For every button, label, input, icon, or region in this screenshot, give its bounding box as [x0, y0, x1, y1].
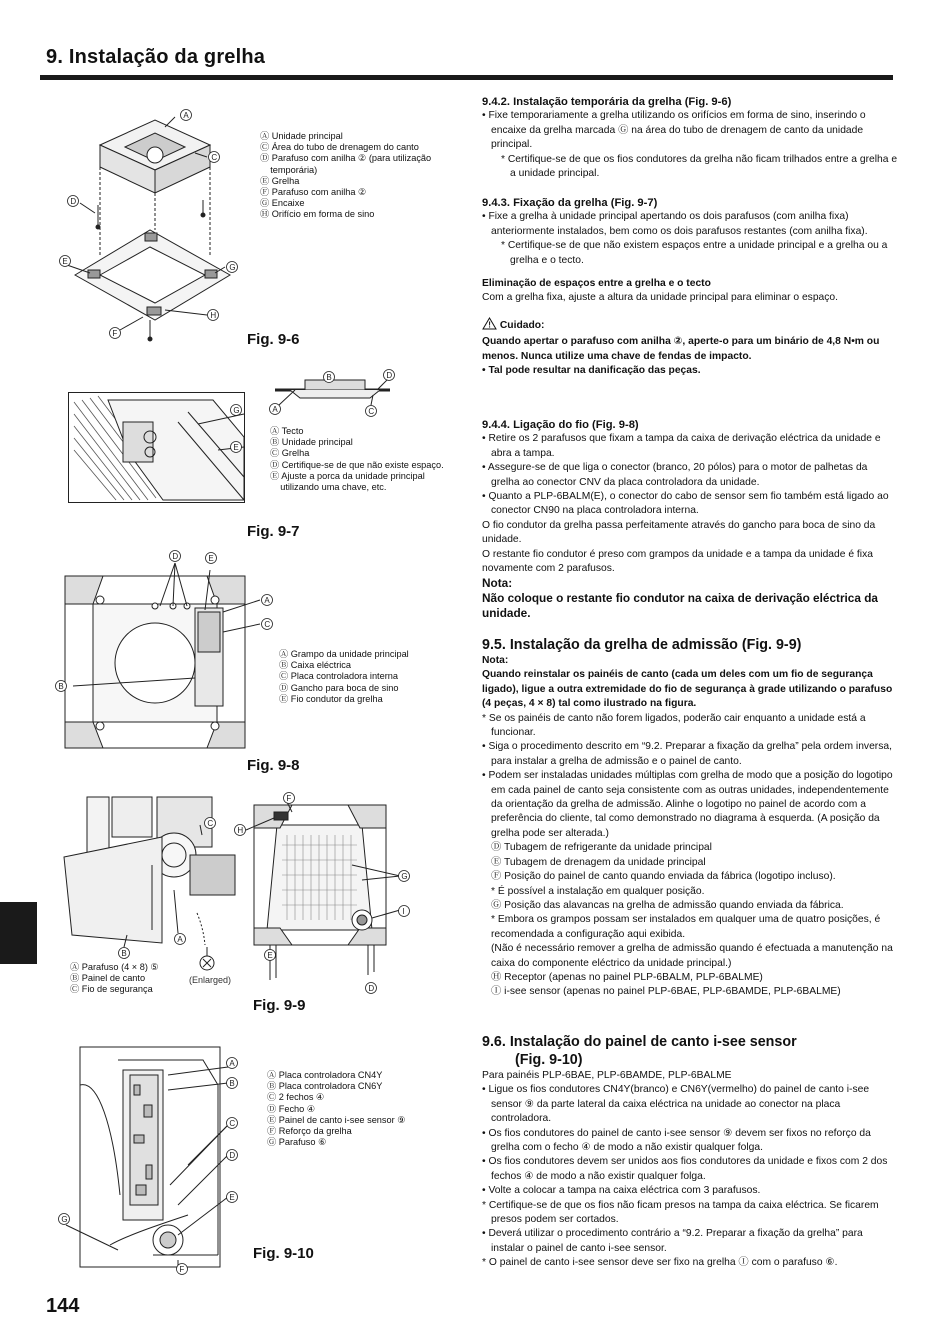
fig-9-6-caption: Fig. 9-6 — [247, 331, 300, 348]
fig-9-8-legend — [279, 649, 409, 705]
section-9-4-3 — [482, 196, 898, 378]
svg-text:G: G — [229, 263, 236, 272]
svg-text:C: C — [207, 819, 214, 828]
legend-item: Ⓒ 2 fechos ④ — [267, 1092, 325, 1103]
intro-text: Para painéis PLP-6BAE, PLP-6BAMDE, PLP-6BALME — [482, 1070, 732, 1081]
section-heading: 9.4.2. Instalação temporária da grelha (Fig. 9-6) — [482, 96, 732, 108]
section-heading: 9.4.3. Fixação da grelha (Fig. 9-7) — [482, 197, 658, 209]
bullet-item: • Quanto a PLP-6BALM(E), o conector do cabo de sensor sem fio também está ligado ao conector CN90 na placa controladora interna. — [482, 491, 889, 517]
svg-text:A: A — [183, 111, 189, 120]
page-title: 9. Instalação da grelha — [46, 46, 266, 68]
bullet-item: • Fixe a grelha à unidade principal apertando os dois parafusos (com anilha fixa) anteriormente instalados, bem como os dois parafusos restantes (com anilha fixa). — [482, 211, 868, 237]
legend-item: Ⓔ Fio condutor da grelha — [279, 693, 383, 704]
legend-item: Ⓒ Placa controladora interna — [279, 671, 398, 682]
svg-text:D: D — [172, 552, 179, 561]
legend-item: Ⓓ Parafuso com anilha ② (para utilização — [260, 153, 432, 164]
warning-triangle-icon — [482, 317, 497, 335]
legend-item: Ⓑ Placa controladora CN6Y — [267, 1081, 383, 1092]
fig-9-7-section-drawing — [265, 365, 400, 420]
fig-9-7-legend — [270, 426, 444, 493]
svg-text:I: I — [402, 907, 405, 916]
legend-item: Ⓔ Painel de canto i-see sensor ⑨ — [267, 1114, 406, 1125]
svg-text:B: B — [121, 949, 127, 958]
svg-text:F: F — [179, 1265, 185, 1274]
fig-9-6-legend — [260, 131, 431, 221]
legend-item: Ⓒ Área do tubo de drenagem do canto — [260, 142, 419, 153]
legend-item: Ⓔ Grelha — [260, 175, 300, 186]
fig-9-9-enlarged-label: (Enlarged) — [189, 975, 232, 985]
svg-text:D: D — [70, 197, 77, 206]
bullet-item: • Assegure-se de que liga o conector (branco, 20 pólos) para o motor de palhetas da grelha ao conector CNV da placa controladora da unidade. — [482, 462, 868, 488]
bullet-item: • Retire os 2 parafusos que fixam a tampa da caixa de derivação eléctrica da unidade e abra a tampa. — [482, 433, 881, 459]
note-title: Nota: — [482, 655, 509, 666]
fig-9-10-caption: Fig. 9-10 — [253, 1245, 314, 1262]
caution-title: Cuidado: — [499, 319, 545, 331]
svg-text:D: D — [368, 984, 375, 993]
fig-9-7-caption: Fig. 9-7 — [247, 523, 300, 540]
svg-text:B: B — [326, 373, 332, 382]
gap-elimination-text: Com a grelha fixa, ajuste a altura da unidade principal para eliminar o espaço. — [482, 292, 839, 304]
bullet-item: • Os fios condutores do painel de canto i-see sensor ⑨ devem ser fixos no reforço da grelha com o fecho ④ de modo a não existir qualquer folga. — [482, 1127, 871, 1154]
fig-9-9-legend — [70, 962, 159, 996]
svg-text:H: H — [237, 826, 244, 835]
fig-9-9-left-drawing — [62, 795, 237, 970]
bullet-item: • Fixe temporariamente a grelha utilizando os orifícios em forma de sino, inserindo o encaixe da grelha marcada Ⓖ na área do tubo de drenagem de canto da unidade principal. — [482, 110, 866, 151]
title-rule — [40, 75, 893, 80]
section-9-4-4 — [482, 418, 898, 620]
legend-item: Ⓑ Caixa eléctrica — [279, 660, 351, 671]
svg-text:G: G — [61, 1215, 68, 1224]
svg-text:D: D — [386, 371, 393, 380]
legend-item: Ⓖ Encaixe — [260, 198, 305, 209]
fig-9-10-legend — [267, 1070, 405, 1148]
svg-text:F: F — [286, 794, 292, 803]
section-heading-continued: (Fig. 9-10) — [515, 1052, 583, 1068]
section-heading: 9.5. Instalação da grelha de admissão (Fig. 9-9) — [482, 637, 802, 653]
svg-text:F: F — [112, 329, 118, 338]
caution-bullet: • Tal pode resultar na danificação das peças. — [482, 365, 701, 377]
section-9-5 — [482, 636, 898, 1000]
item-e: Ⓔ Tubagem de drenagem da unidade principal — [491, 856, 706, 868]
legend-item: Ⓐ Placa controladora CN4Y — [267, 1070, 383, 1080]
svg-text:!: ! — [488, 320, 491, 330]
legend-item: temporária) — [260, 164, 318, 175]
svg-text:B: B — [58, 682, 64, 691]
note-item: * Certifique-se de que os fios condutores da grelha não ficam trilhados entre a grelha e a unidade principal. — [501, 153, 898, 180]
section-9-6 — [482, 1033, 898, 1271]
fig-9-9-enlarged-drawing — [196, 945, 218, 975]
legend-item: Ⓐ Grampo da unidade principal — [279, 649, 409, 659]
note-title: Nota: — [482, 576, 513, 591]
note-item: * Certifique-se de que os fios não ficam presos na tampa da caixa eléctrica. Se ficarem presos podem ser cortados. — [482, 1199, 879, 1226]
svg-text:B: B — [229, 1079, 235, 1088]
fig-9-7-drawing — [68, 392, 248, 504]
note-item: * Se os painéis de canto não forem ligados, poderão cair enquanto a unidade está a funcionar. — [482, 712, 866, 739]
paragraph: O fio condutor da grelha passa perfeitamente através do gancho para boca de sino da unidade. — [482, 519, 876, 546]
svg-text:D: D — [229, 1151, 236, 1160]
paragraph: O restante fio condutor é preso com grampos da unidade e a tampa da unidade é fixa novamente com 2 parafusos. — [482, 548, 873, 575]
bullet-item: • Deverá utilizar o procedimento contrário a “9.2. Preparar a fixação da grelha” para instalar o painel de canto i-see sensor. — [482, 1228, 863, 1254]
item-h: Ⓗ Receptor (apenas no painel PLP-6BALM, PLP-6BALME) — [491, 971, 763, 983]
legend-item: Ⓒ Grelha — [270, 448, 310, 459]
svg-text:A: A — [229, 1059, 235, 1068]
note-text: Não coloque o restante fio condutor na caixa de derivação eléctrica da unidade. — [482, 591, 878, 620]
legend-item: Ⓐ Parafuso (4 × 8) ⑤ — [70, 962, 159, 972]
fig-9-7-callouts — [225, 400, 247, 460]
fig-9-9-right-drawing — [232, 790, 417, 995]
bullet-item: • Siga o procedimento descrito em “9.2. Preparar a fixação da grelha” pela ordem inversa, para instalar a grelha de admissão e o painel de canto. — [482, 741, 892, 767]
legend-item: Ⓐ Tecto — [270, 426, 304, 436]
svg-text:C: C — [229, 1119, 236, 1128]
legend-item: Ⓑ Painel de canto — [70, 973, 146, 984]
item-g-note-2: (Não é necessário remover a grelha de admissão quando é efectuada a manutenção na caixa do componente eléctrico da unidade principal.) — [491, 943, 893, 969]
caution-block — [482, 317, 898, 335]
svg-text:C: C — [264, 620, 271, 629]
legend-item: utilizando uma chave, etc. — [270, 482, 387, 493]
svg-text:A: A — [177, 935, 183, 944]
item-d: Ⓓ Tubagem de refrigerante da unidade principal — [491, 842, 712, 854]
note-item: * O painel de canto i-see sensor deve ser fixo na grelha Ⓘ com o parafuso ⑥. — [482, 1257, 838, 1269]
legend-item: Ⓕ Parafuso com anilha ② — [260, 187, 367, 198]
note-text: Quando reinstalar os painéis de canto (cada um deles com um fio de segurança ligado), ligue a outra extremidade do fio de segurança à grade utilizando o parafuso (4 peças, 4 × 8) tal como ilustrado na figura. — [482, 669, 893, 710]
legend-item: Ⓑ Unidade principal — [270, 437, 353, 448]
svg-text:E: E — [208, 554, 214, 563]
item-f-note: * É possível a instalação em qualquer posição. — [491, 885, 705, 897]
fig-9-9-caption: Fig. 9-9 — [253, 997, 306, 1014]
legend-item: Ⓓ Certifique-se de que não existe espaço. — [270, 459, 444, 470]
bullet-item: • Ligue os fios condutores CN4Y(branco) e CN6Y(vermelho) do painel de canto i-see sensor ⑨ da parte lateral da caixa eléctrica na unidade ao conector na placa controladora. — [482, 1084, 870, 1125]
svg-text:C: C — [211, 153, 218, 162]
page-number: 144 — [46, 1295, 80, 1317]
svg-text:C: C — [368, 407, 375, 416]
section-tab-marker — [0, 902, 37, 964]
fig-9-6-drawing — [55, 105, 250, 345]
item-i: Ⓘ i-see sensor (apenas no painel PLP-6BAE, PLP-6BAMDE, PLP-6BALME) — [491, 986, 841, 998]
item-f: Ⓕ Posição do painel de canto quando enviada da fábrica (logotipo incluso). — [491, 871, 836, 883]
fig-9-10-drawing — [58, 1045, 243, 1275]
legend-item: Ⓔ Ajuste a porca da unidade principal — [270, 470, 425, 481]
legend-item: Ⓐ Unidade principal — [260, 131, 343, 141]
section-heading: 9.4.4. Ligação do fio (Fig. 9-8) — [482, 419, 639, 431]
legend-item: Ⓖ Parafuso ⑥ — [267, 1137, 327, 1148]
section-9-4-2 — [482, 95, 898, 181]
legend-item: Ⓗ Orifício em forma de sino — [260, 209, 375, 220]
fig-9-8-caption: Fig. 9-8 — [247, 757, 300, 774]
bullet-item: • Os fios condutores devem ser unidos aos fios condutores da unidade e fixos com 2 dos fechos ④ de modo a não existir qualquer folga. — [482, 1156, 888, 1182]
svg-text:H: H — [210, 311, 217, 320]
svg-text:G: G — [233, 406, 240, 415]
svg-text:E: E — [233, 443, 239, 452]
legend-item: Ⓓ Gancho para boca de sino — [279, 682, 399, 693]
bullet-item: • Volte a colocar a tampa na caixa eléctrica com 3 parafusos. — [482, 1185, 761, 1197]
svg-text:E: E — [267, 951, 273, 960]
caution-text: Quando apertar o parafuso com anilha ②, aperte-o para um binário de 4,8 N•m ou menos. Nunca utilize uma chave de fendas de impacto. — [482, 336, 880, 362]
legend-item: Ⓓ Fecho ④ — [267, 1103, 316, 1114]
svg-text:E: E — [62, 257, 68, 266]
item-g: Ⓖ Posição das alavancas na grelha de admissão quando enviada da fábrica. — [491, 899, 844, 911]
legend-item: Ⓕ Reforço da grelha — [267, 1126, 352, 1137]
svg-text:A: A — [272, 405, 278, 414]
svg-text:E: E — [229, 1193, 235, 1202]
section-heading: 9.6. Instalação do painel de canto i-see sensor — [482, 1034, 797, 1050]
fig-9-8-drawing — [55, 548, 285, 753]
item-g-note: * Embora os grampos possam ser instalados em qualquer uma de quatro posições, é recomendada a configuração aqui exibida. — [491, 914, 881, 940]
gap-elimination-title: Eliminação de espaços entre a grelha e o tecto — [482, 278, 711, 290]
svg-text:A: A — [264, 596, 270, 605]
note-item: * Certifique-se de que não existem espaços entre a unidade principal e a grelha ou a grelha e o tecto. — [501, 240, 888, 266]
bullet-item: • Podem ser instaladas unidades múltiplas com grelha de modo que a posição do logotipo em cada painel de canto seja consistente com as outras unidades, independentemente da orientação da grelha de admissão. Alinhe o logotipo no painel de acordo com a preferência do cliente, tal como demonstrado no diagrama à esquerda. (A posição da grelha pode ser alterada.) — [482, 770, 893, 839]
legend-item: Ⓒ Fio de segurança — [70, 984, 153, 995]
svg-text:G: G — [401, 872, 408, 881]
